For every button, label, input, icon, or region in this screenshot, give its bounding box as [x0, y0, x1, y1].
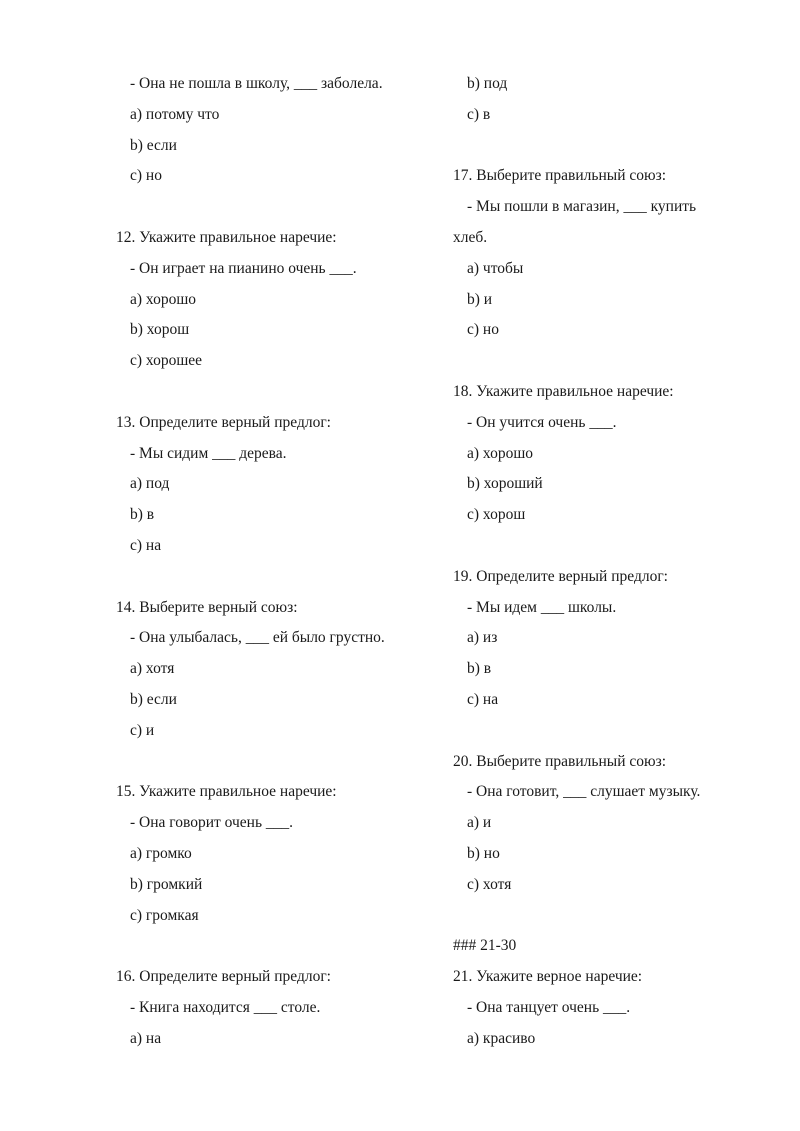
question-heading: 13. Определите верный предлог:	[116, 413, 331, 431]
question-sentence: - Он учится очень ___.	[467, 413, 617, 431]
question-sentence: - Мы идем ___ школы.	[467, 598, 617, 616]
answer-option-a: a) под	[130, 475, 170, 493]
answer-option-a: a) чтобы	[467, 259, 524, 277]
spacer	[116, 752, 406, 783]
answer-option-a: a) громко	[130, 844, 192, 862]
answer-option-a: a) хотя	[130, 660, 175, 678]
answer-option-a: a) хорошо	[467, 444, 534, 462]
spacer	[453, 536, 743, 567]
answer-option-b: b) хорош	[130, 321, 190, 339]
question-sentence: - Она готовит, ___ слушает музыку.	[467, 783, 701, 801]
question-heading: 17. Выберите правильный союз:	[453, 167, 666, 185]
answer-option-c: c) на	[467, 690, 499, 708]
question-sentence: - Она не пошла в школу, ___ заболела.	[130, 75, 383, 92]
answer-option-c: c) хотя	[467, 875, 512, 893]
answer-option-b: b) под	[467, 75, 508, 92]
left-column	[116, 74, 406, 1060]
question-sentence: - Она улыбалась, ___ ей было грустно.	[130, 629, 385, 647]
answer-option-b: b) если	[130, 136, 177, 154]
answer-option-c: c) и	[130, 721, 155, 739]
spacer	[116, 567, 406, 598]
answer-option-a: a) хорошо	[130, 290, 197, 308]
question-heading: 16. Определите верный предлог:	[116, 968, 331, 986]
answer-option-a: a) красиво	[467, 1029, 536, 1047]
answer-option-c: c) громкая	[130, 906, 199, 924]
question-heading: 21. Укажите верное наречие:	[453, 968, 643, 986]
answer-option-b: b) и	[467, 290, 493, 308]
spacer	[116, 382, 406, 413]
answer-option-b: b) если	[130, 690, 177, 708]
question-heading: 15. Укажите правильное наречие:	[116, 783, 337, 801]
answer-option-c: c) в	[467, 105, 491, 123]
question-heading: 14. Выберите верный союз:	[116, 598, 298, 616]
answer-option-c: c) хорошее	[130, 352, 203, 370]
question-sentence: - Она танцует очень ___.	[467, 998, 631, 1016]
answer-option-b: b) в	[130, 506, 155, 524]
answer-option-b: b) но	[467, 844, 500, 862]
spacer	[453, 351, 743, 382]
answer-option-a: a) и	[467, 814, 492, 832]
question-sentence: - Книга находится ___ столе.	[130, 998, 321, 1016]
question-sentence: - Мы пошли в магазин, ___ купить	[467, 198, 697, 216]
right-column	[453, 74, 743, 1060]
answer-option-a: a) на	[130, 1029, 162, 1047]
answer-option-a: a) из	[467, 629, 498, 647]
spacer	[453, 136, 743, 167]
answer-option-b: b) хороший	[467, 475, 543, 493]
answer-option-c: c) но	[467, 321, 499, 339]
answer-option-c: c) хорош	[467, 506, 526, 524]
section-heading: ### 21-30	[453, 937, 517, 955]
answer-option-a: a) потому что	[130, 105, 220, 123]
spacer	[116, 197, 406, 228]
answer-option-c: c) на	[130, 536, 162, 554]
spacer	[453, 906, 743, 937]
question-heading: 12. Укажите правильное наречие:	[116, 228, 337, 246]
question-heading: 19. Определите верный предлог:	[453, 567, 668, 585]
text-line: хлеб.	[453, 228, 488, 246]
question-sentence: - Он играет на пианино очень ___.	[130, 259, 357, 277]
question-heading: 20. Выберите правильный союз:	[453, 752, 666, 770]
question-sentence: - Она говорит очень ___.	[130, 814, 294, 832]
spacer	[453, 721, 743, 752]
question-sentence: - Мы сидим ___ дерева.	[130, 444, 287, 462]
question-heading: 18. Укажите правильное наречие:	[453, 382, 674, 400]
spacer	[116, 936, 406, 967]
answer-option-b: b) в	[467, 660, 492, 678]
answer-option-b: b) громкий	[130, 875, 203, 893]
answer-option-c: c) но	[130, 167, 162, 185]
